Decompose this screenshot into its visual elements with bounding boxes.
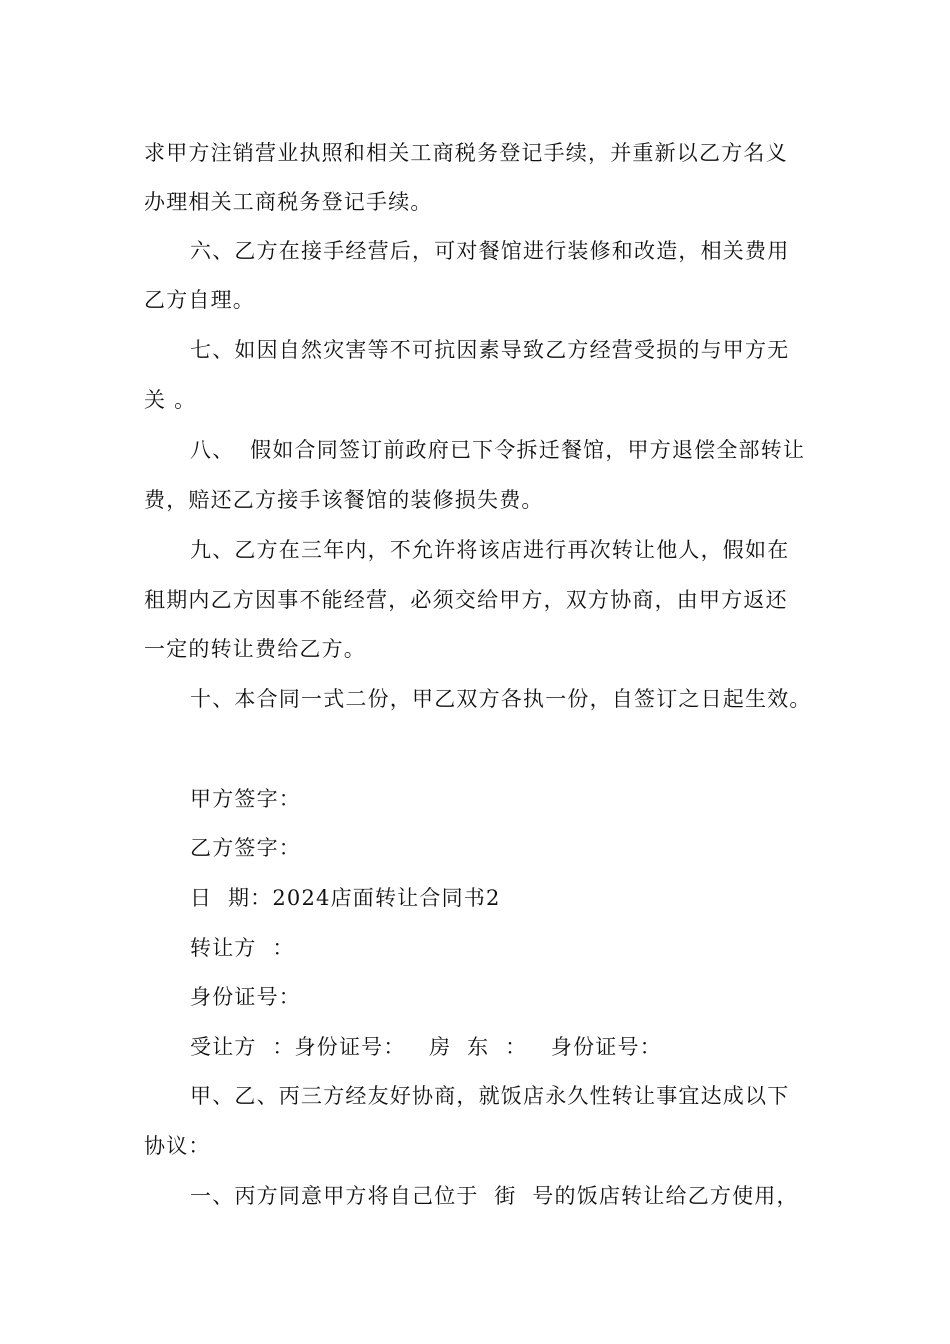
text-line: 一、丙方同意甲方将自己位于 街 号的饭店转让给乙方使用，	[190, 1184, 799, 1208]
text-line: 八、 假如合同签订前政府已下令拆迁餐馆，甲方退偿全部转让	[190, 438, 806, 462]
text-line: 关 。	[144, 388, 197, 412]
date-label: 日 期：2024店面转让合同书2	[190, 886, 501, 910]
text-line: 办理相关工商税务登记手续。	[144, 190, 433, 214]
party-b-signature-label: 乙方签字：	[190, 836, 301, 860]
text-line: 九、乙方在三年内，不允许将该店进行再次转让他人，假如在	[190, 538, 790, 562]
text-line: 十、本合同一式二份，甲乙双方各执一份，自签订之日起生效。	[190, 687, 812, 711]
text-line: 费，赔还乙方接手该餐馆的装修损失费。	[144, 488, 544, 512]
text-line: 七、如因自然灾害等不可抗因素导致乙方经营受损的与甲方无	[190, 338, 790, 362]
transferee-landlord-line: 受让方 ：身份证号： 房 东 ： 身份证号：	[190, 1035, 662, 1059]
text-line: 六、乙方在接手经营后，可对餐馆进行装修和改造，相关费用	[190, 239, 790, 263]
text-line: 甲、乙、丙三方经友好协商，就饭店永久性转让事宜达成以下	[190, 1084, 790, 1108]
text-line: 一定的转让费给乙方。	[144, 637, 366, 661]
text-line: 协议：	[144, 1134, 211, 1158]
party-a-signature-label: 甲方签字：	[190, 787, 301, 811]
text-line: 乙方自理。	[144, 288, 255, 312]
text-line: 租期内乙方因事不能经营，必须交给甲方，双方协商，由甲方返还	[144, 588, 788, 612]
transferor-label: 转让方 ：	[190, 936, 295, 960]
text-line: 求甲方注销营业执照和相关工商税务登记手续，并重新以乙方名义	[144, 141, 788, 165]
id-number-label: 身份证号：	[190, 985, 301, 1009]
